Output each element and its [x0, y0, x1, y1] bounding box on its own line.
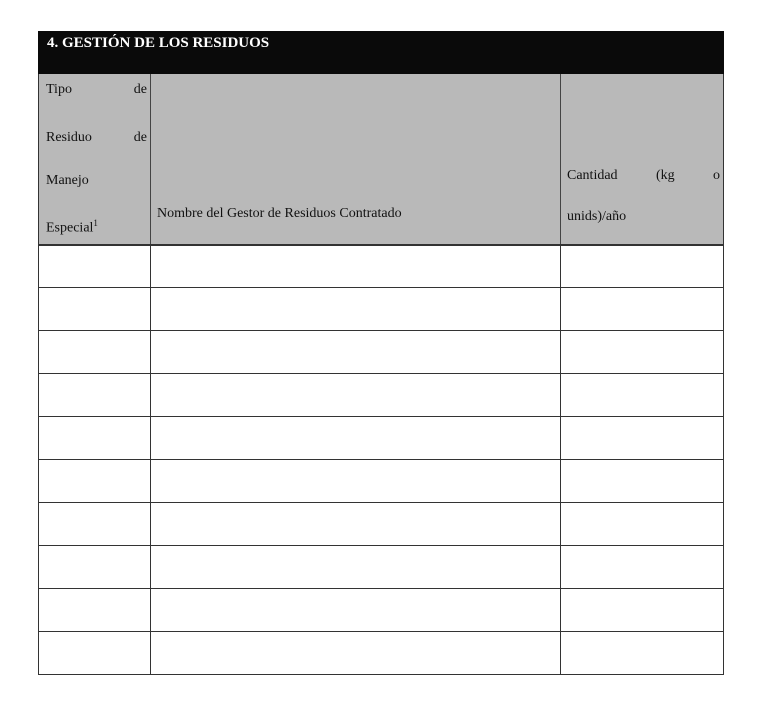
manager-name-cell[interactable] — [151, 546, 561, 588]
table-row — [38, 546, 724, 589]
header-word: (kg — [655, 168, 675, 183]
manager-name-cell[interactable] — [151, 632, 561, 674]
quantity-cell[interactable] — [561, 589, 723, 631]
manager-name-cell[interactable] — [151, 288, 561, 330]
header-word: de — [133, 82, 147, 97]
waste-type-cell[interactable] — [39, 589, 151, 631]
header-word-especial: Especial — [46, 220, 94, 236]
manager-name-cell[interactable] — [151, 374, 561, 416]
table-row — [38, 460, 724, 503]
manager-name-cell[interactable] — [151, 417, 561, 459]
header-word: Tipo — [46, 82, 72, 97]
header-waste-type-line — [46, 80, 147, 116]
quantity-cell[interactable] — [561, 632, 723, 674]
header-quantity-line: unids)/año — [567, 209, 627, 224]
quantity-cell[interactable] — [561, 417, 723, 459]
quantity-cell[interactable] — [561, 331, 723, 373]
header-waste-type-line — [46, 116, 147, 159]
waste-type-cell[interactable] — [39, 503, 151, 545]
table-row — [38, 417, 724, 460]
header-waste-type-line — [46, 202, 147, 245]
manager-name-cell[interactable] — [151, 589, 561, 631]
table-row — [38, 503, 724, 546]
quantity-cell[interactable] — [561, 460, 723, 502]
table-row — [38, 632, 724, 675]
table-row — [38, 288, 724, 331]
waste-type-cell[interactable] — [39, 632, 151, 674]
quantity-cell[interactable] — [561, 503, 723, 545]
manager-name-cell[interactable] — [151, 331, 561, 373]
table-row — [38, 245, 724, 288]
header-manager-name-label: Nombre del Gestor de Residuos Contratado — [157, 206, 402, 221]
header-quantity-line — [567, 166, 720, 209]
waste-type-cell[interactable] — [39, 417, 151, 459]
waste-type-cell[interactable] — [39, 288, 151, 330]
header-waste-type-line — [46, 159, 147, 202]
waste-management-form — [38, 31, 724, 675]
table-body — [38, 245, 724, 675]
waste-type-cell[interactable] — [39, 374, 151, 416]
footnote-marker: 1 — [93, 218, 98, 228]
table-row — [38, 374, 724, 417]
quantity-cell[interactable] — [561, 546, 723, 588]
manager-name-cell[interactable] — [151, 246, 561, 287]
header-word: Cantidad — [567, 168, 618, 183]
table-row — [38, 589, 724, 632]
waste-type-cell[interactable] — [39, 331, 151, 373]
header-word — [46, 202, 98, 245]
waste-type-cell[interactable] — [39, 546, 151, 588]
table-header-row — [38, 74, 724, 245]
section-title: 4. GESTIÓN DE LOS RESIDUOS — [38, 31, 724, 74]
header-word: Residuo — [46, 130, 92, 145]
header-quantity — [561, 74, 723, 244]
waste-type-cell[interactable] — [39, 246, 151, 287]
quantity-cell[interactable] — [561, 374, 723, 416]
header-quantity-label — [567, 166, 720, 225]
header-word: o — [713, 168, 720, 183]
header-word: de — [133, 130, 147, 145]
quantity-cell[interactable] — [561, 288, 723, 330]
table-row — [38, 331, 724, 374]
quantity-cell[interactable] — [561, 246, 723, 287]
manager-name-cell[interactable] — [151, 503, 561, 545]
header-manager-name — [151, 74, 561, 244]
header-word: Manejo — [46, 173, 89, 188]
waste-type-cell[interactable] — [39, 460, 151, 502]
header-waste-type — [39, 74, 151, 244]
manager-name-cell[interactable] — [151, 460, 561, 502]
